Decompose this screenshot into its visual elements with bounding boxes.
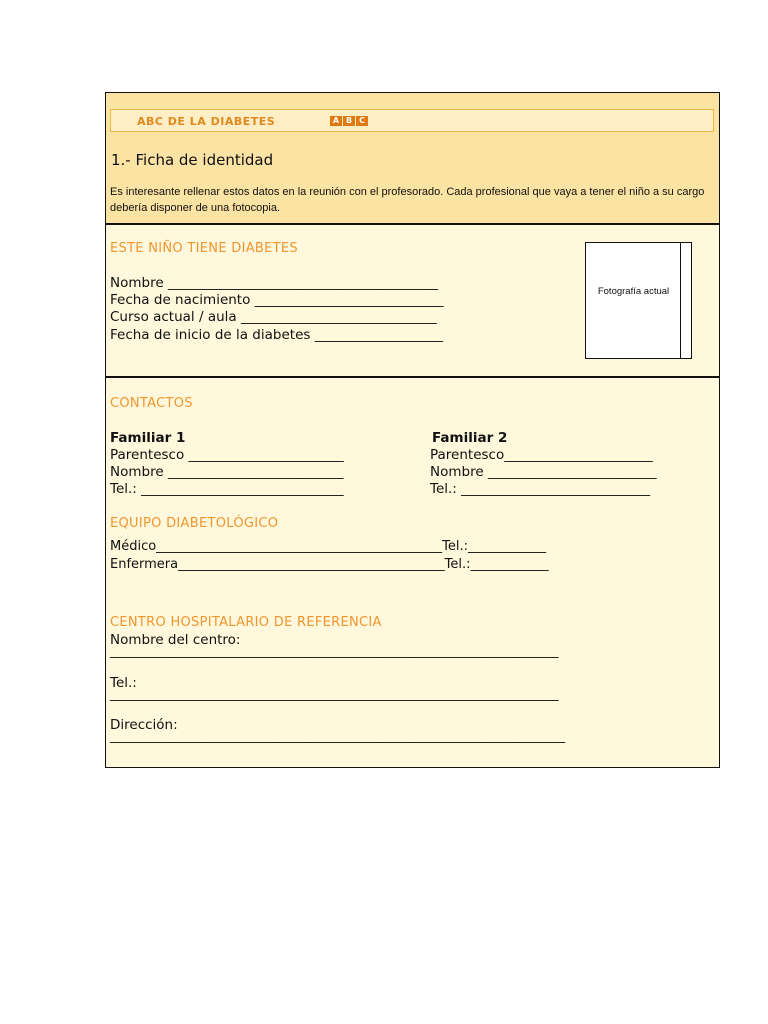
contacts-heading: CONTACTOS: [110, 396, 193, 411]
abc-logo: [330, 116, 368, 126]
hospital-name-field[interactable]: _____________________________________________________________________: [110, 644, 559, 659]
hospital-tel-field[interactable]: _____________________________________________________________________: [110, 687, 559, 702]
familiar2-name-field[interactable]: Nombre _________________________: [430, 464, 657, 480]
photo-label: Fotografía actual: [597, 286, 670, 297]
child-birthdate-field[interactable]: Fecha de nacimiento ____________________________: [110, 292, 444, 308]
photo-spine: [680, 243, 681, 358]
familiar1-relationship-field[interactable]: Parentesco _______________________: [110, 447, 344, 463]
familiar1-title: Familiar 1: [110, 430, 186, 446]
child-heading: ESTE NIÑO TIENE DIABETES: [110, 241, 298, 256]
abc-logo-c: C: [356, 116, 368, 126]
identity-form: [105, 92, 720, 768]
familiar1-name-field[interactable]: Nombre __________________________: [110, 464, 344, 480]
child-section: [106, 224, 719, 378]
team-heading: EQUIPO DIABETOLÓGICO: [110, 516, 279, 531]
familiar1-tel-field[interactable]: Tel.: ______________________________: [110, 481, 344, 497]
familiar2-tel-field[interactable]: Tel.: ____________________________: [430, 481, 651, 497]
nurse-field[interactable]: Enfermera_________________________________________Tel.:____________: [110, 557, 549, 572]
photo-box[interactable]: [585, 242, 692, 359]
banner-title: ABC DE LA DIABETES: [137, 115, 276, 128]
abc-logo-a: A: [330, 116, 342, 126]
intro-text: Es interesante rellenar estos datos en la reunión con el profesorado. Cada profesional que vaya a tener el niño a su cargo debería disponer de una fotocopia.: [110, 186, 705, 214]
contacts-section: [106, 378, 719, 767]
familiar2-title: Familiar 2: [432, 430, 508, 446]
familiar2-relationship-field[interactable]: Parentesco______________________: [430, 447, 653, 463]
form-header: [106, 93, 719, 225]
child-name-field[interactable]: Nombre ________________________________________: [110, 275, 438, 291]
child-diabetes-start-field[interactable]: Fecha de inicio de la diabetes ___________________: [110, 327, 443, 343]
child-course-field[interactable]: Curso actual / aula _____________________________: [110, 309, 437, 325]
hospital-name-label: Nombre del centro:: [110, 632, 241, 648]
page-title: 1.- Ficha de identidad: [111, 151, 274, 169]
hospital-address-field[interactable]: ______________________________________________________________________: [110, 729, 565, 744]
hospital-tel-label: Tel.:: [110, 675, 137, 691]
abc-logo-b: B: [343, 116, 355, 126]
hospital-heading: CENTRO HOSPITALARIO DE REFERENCIA: [110, 615, 382, 630]
banner: [110, 109, 714, 132]
hospital-address-label: Dirección:: [110, 717, 178, 733]
doctor-field[interactable]: Médico____________________________________________Tel.:____________: [110, 539, 547, 554]
